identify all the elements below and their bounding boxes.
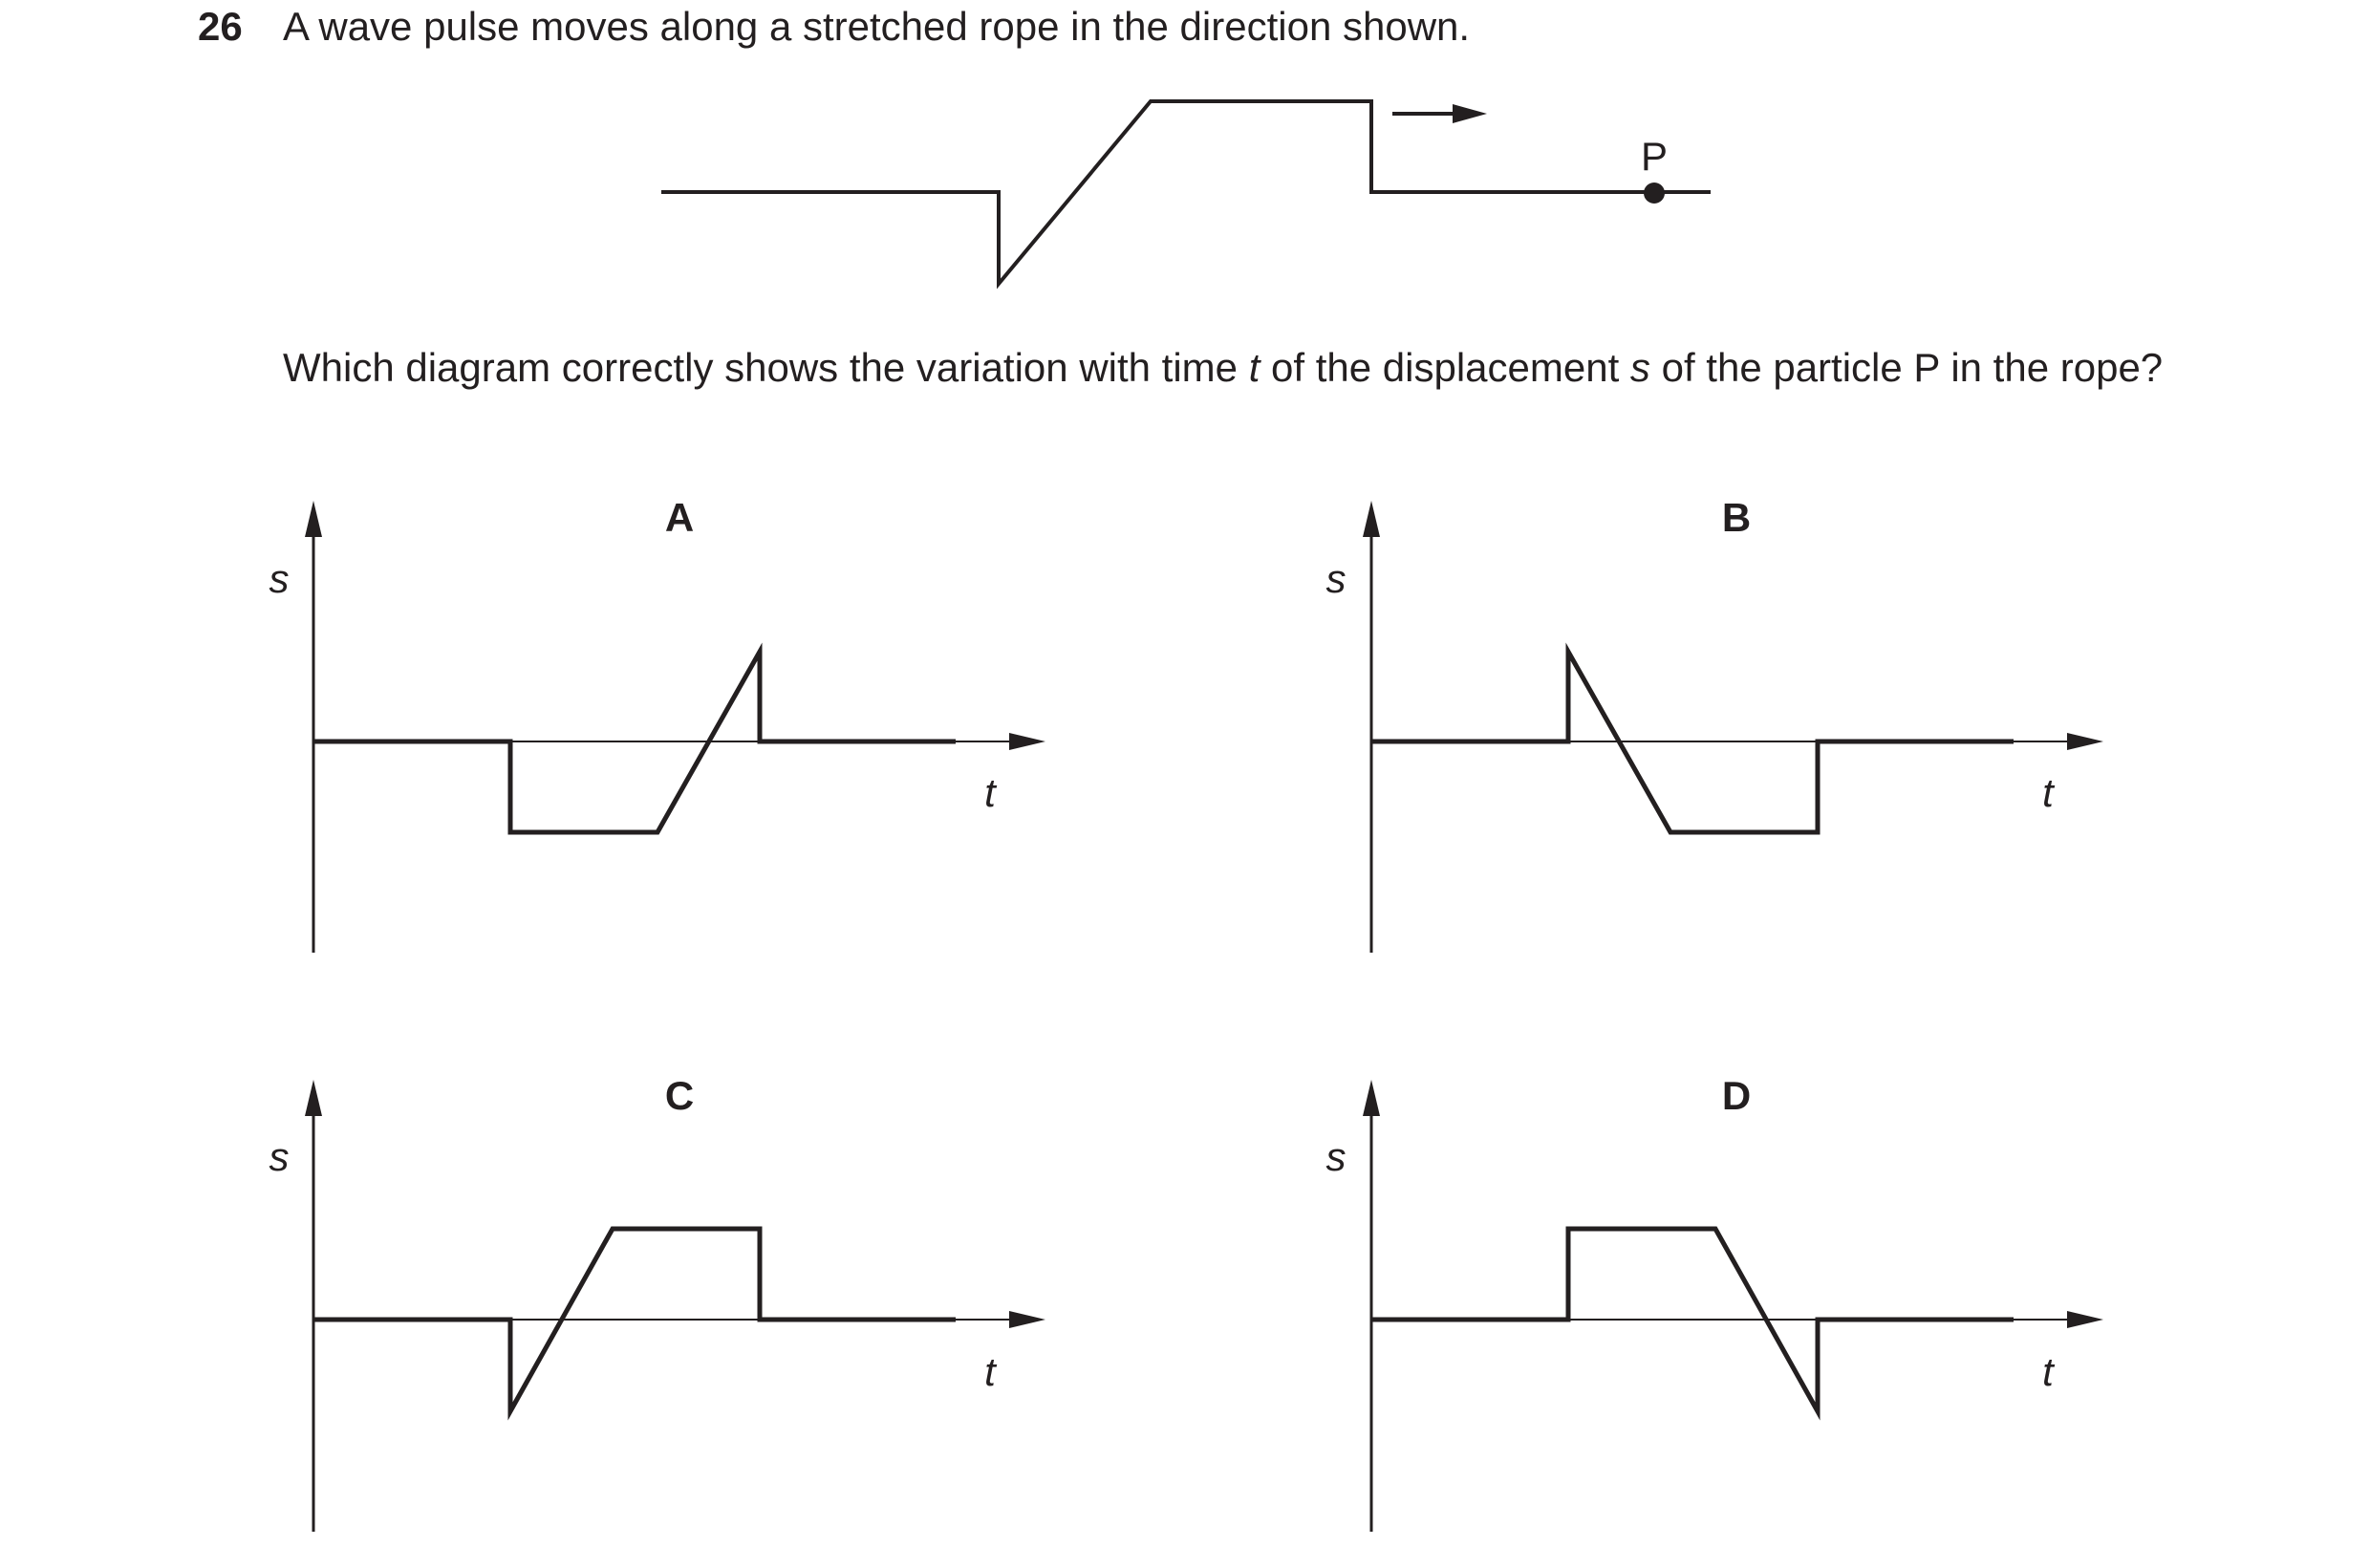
x-axis-arrowhead [1009, 733, 1045, 750]
y-axis-arrowhead [1363, 1080, 1380, 1116]
y-axis-arrowhead [305, 501, 322, 537]
option-letter: A [664, 495, 695, 540]
option-letter: B [1721, 495, 1752, 540]
x-axis-label: t [2042, 770, 2054, 815]
rope-diagram [661, 101, 1711, 284]
option-c-graph[interactable] [269, 1073, 1046, 1532]
x-axis-label: t [984, 770, 996, 815]
option-b-graph[interactable] [1326, 495, 2104, 953]
x-axis-arrowhead [1009, 1311, 1045, 1328]
prompt-var-s: s [1629, 345, 1650, 390]
x-axis-arrowhead [2067, 1311, 2103, 1328]
prompt-text-1: Which diagram correctly shows the variation with time [283, 345, 1249, 390]
x-axis-label: t [984, 1349, 996, 1394]
particle-p-label: P [1640, 134, 1669, 179]
x-axis-label: t [2042, 1349, 2054, 1394]
y-axis-arrowhead [305, 1080, 322, 1116]
prompt-text-3: of the particle P in the rope? [1649, 345, 2164, 390]
y-axis-label: s [269, 556, 290, 601]
prompt-text-2: of the displacement [1260, 345, 1630, 390]
rope-pulse [661, 101, 1711, 284]
particle-p-dot [1644, 183, 1665, 204]
y-axis-label: s [1325, 556, 1347, 601]
y-axis-label: s [1325, 1134, 1347, 1179]
option-letter: C [664, 1073, 695, 1118]
option-letter: D [1721, 1073, 1752, 1118]
right-arrow-icon [1392, 104, 1487, 123]
prompt-var-t: t [1248, 345, 1260, 390]
option-d-graph[interactable] [1326, 1073, 2104, 1532]
y-axis-label: s [269, 1134, 290, 1179]
x-axis-arrowhead [2067, 733, 2103, 750]
question-number: 26 [198, 4, 243, 49]
y-axis-arrowhead [1363, 501, 1380, 537]
question-stem: A wave pulse moves along a stretched rope in the direction shown. [283, 4, 1471, 49]
option-a-graph[interactable] [269, 495, 1046, 953]
